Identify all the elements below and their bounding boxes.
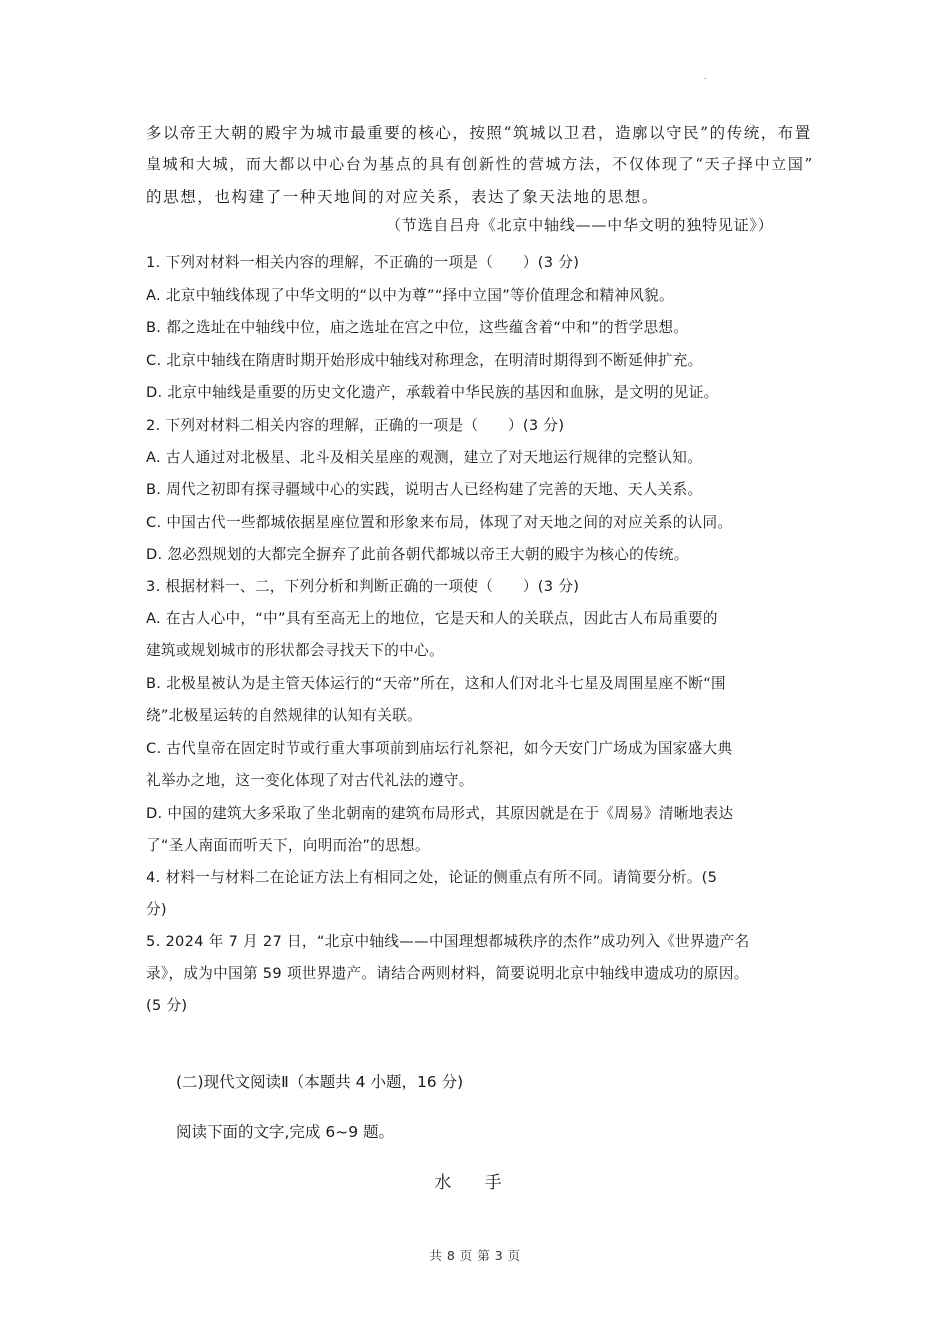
question-3: 3. 根据材料一、二，下列分析和判断正确的一项使（ ）(3 分) [146,578,580,595]
question-1-option-a: A. 北京中轴线体现了中华文明的“以中为尊”“择中立国”等价值理念和精神风貌。 [146,287,674,304]
question-3-option-c-line-2: 礼举办之地，这一变化体现了对古代礼法的遵守。 [146,772,474,789]
question-3-option-a-line-1: A. 在古人心中，“中”具有至高无上的地位，它是天和人的关联点，因此古人布局重要的 [146,610,718,627]
question-3-option-d-line-2: 了“圣人南面而听天下，向明而治”的思想。 [146,837,430,854]
passage-line-1: 多以帝王大朝的殿宇为城市最重要的核心，按照“筑城以卫君，造廓以守民”的传统，布置 [146,124,812,142]
passage-line-2: 皇城和大城，而大都以中心台为基点的具有创新性的营城方法，不仅体现了“天子择中立国” [146,155,814,173]
question-3-option-b-line-2: 绕”北极星运转的自然规律的认知有关联。 [146,707,422,724]
question-1: 1. 下列对材料一相关内容的理解，不正确的一项是（ ）(3 分) [146,254,580,271]
question-1-option-b: B. 都之选址在中轴线中位，庙之选址在宫之中位，这些蕴含着“中和”的哲学思想。 [146,319,689,336]
question-3-option-b-line-1: B. 北极星被认为是主管天体运行的“天帝”所在，这和人们对北斗七星及周围星座不断“围 [146,675,726,692]
section-instruction: 阅读下面的文字,完成 6~9 题。 [176,1123,394,1141]
page-footer: 共 8 页 第 3 页 [429,1248,521,1263]
question-5-line-1: 5. 2024 年 7 月 27 日，“北京中轴线——中国理想都城秩序的杰作”成功列入《世界遗产名 [146,933,750,950]
question-1-option-c: C. 北京中轴线在隋唐时期开始形成中轴线对称理念，在明清时期得到不断延伸扩充。 [146,352,703,369]
question-5-line-2: 录》，成为中国第 59 项世界遗产。请结合两则材料，简要说明北京中轴线申遗成功的原因。 [146,965,749,982]
question-4-line-1: 4. 材料一与材料二在论证方法上有相同之处，论证的侧重点有所不同。请简要分析。(5 [146,869,718,886]
question-2: 2. 下列对材料二相关内容的理解，正确的一项是（ ）(3 分) [146,417,565,434]
question-1-option-d: D. 北京中轴线是重要的历史文化遗产，承载着中华民族的基因和血脉，是文明的见证。 [146,384,719,401]
question-2-option-c: C. 中国古代一些都城依据星座位置和形象来布局，体现了对天地之间的对应关系的认同。 [146,514,733,531]
section-heading: (二)现代文阅读Ⅱ（本题共 4 小题，16 分) [176,1073,464,1091]
question-3-option-d-line-1: D. 中国的建筑大多采取了坐北朝南的建筑布局形式，其原因就是在于《周易》清晰地表达 [146,805,734,822]
question-5-line-3: (5 分) [146,997,188,1014]
question-4-line-2: 分) [146,901,167,918]
question-2-option-a: A. 古人通过对北极星、北斗及相关星座的观测，建立了对天地运行规律的完整认知。 [146,449,703,466]
passage-source: （节选自吕舟《北京中轴线——中华文明的独特见证》） [386,216,774,234]
passage-line-3: 的思想，也构建了一种天地间的对应关系，表达了象天法地的思想。 [146,188,660,206]
question-2-option-b: B. 周代之初即有探寻疆域中心的实践，说明古人已经构建了完善的天地、天人关系。 [146,481,703,498]
scan-speck [704,78,706,79]
question-2-option-d: D. 忽必烈规划的大都完全摒弃了此前各朝代都城以帝王大朝的殿宇为核心的传统。 [146,546,689,563]
question-3-option-a-line-2: 建筑或规划城市的形状都会寻找天下的中心。 [146,642,444,659]
article-title: 水 手 [434,1173,516,1193]
question-3-option-c-line-1: C. 古代皇帝在固定时节或行重大事项前到庙坛行礼祭祀，如今天安门广场成为国家盛大典 [146,740,733,757]
